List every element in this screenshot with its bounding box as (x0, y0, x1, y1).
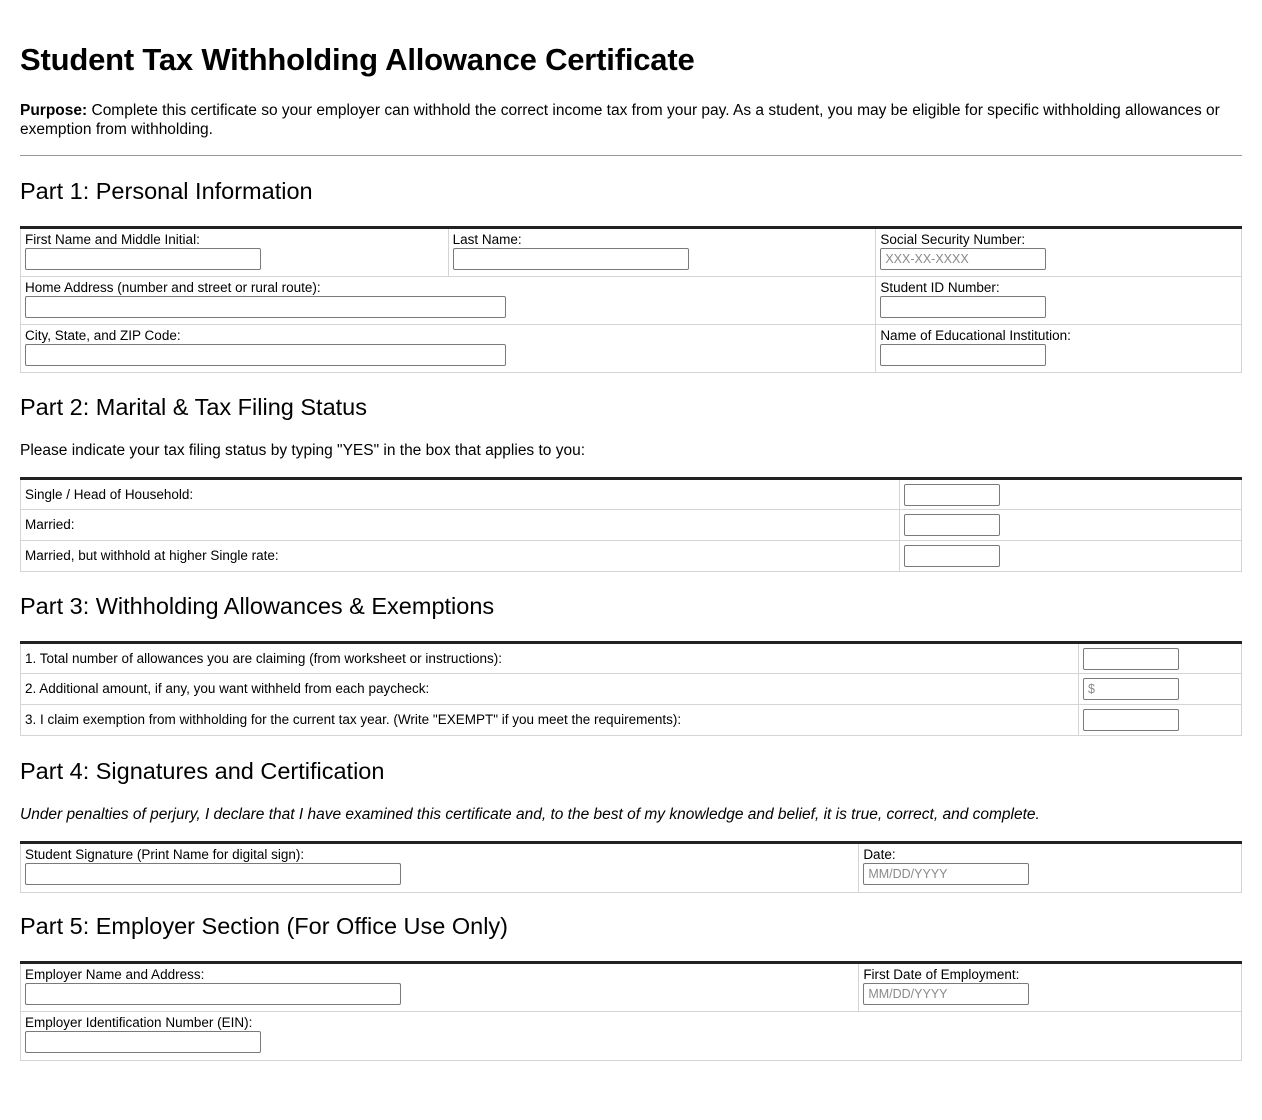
first-date-input[interactable] (863, 983, 1029, 1005)
institution-label: Name of Educational Institution: (880, 328, 1071, 343)
part2-heading: Part 2: Marital & Tax Filing Status (20, 394, 367, 420)
address-cell (21, 277, 876, 325)
signature-input[interactable] (25, 863, 401, 885)
additional-amount-input[interactable] (1083, 678, 1179, 700)
first-name-cell (21, 228, 449, 277)
ein-input[interactable] (25, 1031, 261, 1053)
part4-heading: Part 4: Signatures and Certification (20, 758, 385, 784)
allowance-value-cell (1079, 705, 1242, 736)
first-name-input[interactable] (25, 248, 261, 270)
date-input[interactable] (863, 863, 1029, 885)
employer-name-input[interactable] (25, 983, 401, 1005)
address-label: Home Address (number and street or rural route): (25, 280, 321, 295)
first-date-label: First Date of Employment: (863, 967, 1020, 982)
filing-status-instruction: Please indicate your tax filing status by typing "YES" in the box that applies to you: (20, 442, 586, 459)
filing-status-value-cell (900, 510, 1242, 541)
allowance-value-cell (1079, 674, 1242, 705)
employer-name-label: Employer Name and Address: (25, 967, 205, 982)
filing-status-value-cell (900, 541, 1242, 572)
allowance-value-cell (1079, 643, 1242, 674)
allowance-row (21, 643, 1242, 674)
ssn-input[interactable] (880, 248, 1046, 270)
married-single-rate-input[interactable] (904, 545, 1000, 567)
ein-cell (21, 1012, 1242, 1061)
last-name-cell (448, 228, 876, 277)
ssn-label: Social Security Number: (880, 232, 1026, 247)
allowances-count-input[interactable] (1083, 648, 1179, 670)
perjury-declaration: Under penalties of perjury, I declare that I have examined this certificate and, to the best of my knowledge and belief, it is true, correct, and complete. (20, 806, 1040, 823)
filing-status-label: Married: (21, 510, 900, 541)
signature-label: Student Signature (Print Name for digital sign): (25, 847, 305, 862)
page-title: Student Tax Withholding Allowance Certificate (20, 42, 695, 77)
city-cell (21, 325, 876, 373)
allowance-row (21, 705, 1242, 736)
signature-table (20, 841, 1242, 893)
first-name-label: First Name and Middle Initial: (25, 232, 200, 247)
filing-status-table (20, 477, 1242, 572)
purpose-label: Purpose: (20, 102, 88, 119)
filing-status-label: Married, but withhold at higher Single rate: (21, 541, 900, 572)
allowance-label: 2. Additional amount, if any, you want withheld from each paycheck: (21, 674, 1079, 705)
divider (20, 155, 1242, 156)
student-id-cell (876, 277, 1242, 325)
city-input[interactable] (25, 344, 506, 366)
part5-heading: Part 5: Employer Section (For Office Use Only) (20, 913, 509, 939)
last-name-label: Last Name: (452, 232, 522, 247)
student-id-input[interactable] (880, 296, 1046, 318)
employer-name-cell (21, 963, 859, 1012)
institution-cell (876, 325, 1242, 373)
filing-status-row (21, 479, 1242, 510)
filing-status-value-cell (900, 479, 1242, 510)
exemption-input[interactable] (1083, 709, 1179, 731)
single-status-input[interactable] (904, 484, 1000, 506)
filing-status-label: Single / Head of Household: (21, 479, 900, 510)
part1-heading: Part 1: Personal Information (20, 178, 313, 204)
address-input[interactable] (25, 296, 506, 318)
ein-label: Employer Identification Number (EIN): (25, 1015, 253, 1030)
student-id-label: Student ID Number: (880, 280, 1000, 295)
date-cell (859, 843, 1242, 893)
first-date-cell (859, 963, 1242, 1012)
allowance-row (21, 674, 1242, 705)
allowances-table (20, 641, 1242, 736)
personal-info-table (20, 226, 1242, 373)
city-label: City, State, and ZIP Code: (25, 328, 181, 343)
institution-input[interactable] (880, 344, 1046, 366)
purpose-text: Complete this certificate so your employer can withhold the correct income tax from your pay. As a student, you may be eligible for specific withholding allowances or exemption from withholding. (20, 102, 1220, 138)
part3-heading: Part 3: Withholding Allowances & Exemptions (20, 593, 495, 619)
date-label: Date: (863, 847, 896, 862)
signature-cell (21, 843, 859, 893)
married-status-input[interactable] (904, 514, 1000, 536)
filing-status-row (21, 541, 1242, 572)
last-name-input[interactable] (453, 248, 689, 270)
filing-status-row (21, 510, 1242, 541)
allowance-label: 3. I claim exemption from withholding for the current tax year. (Write "EXEMPT" if you meet the requirements): (21, 705, 1079, 736)
employer-table (20, 961, 1242, 1061)
allowance-label: 1. Total number of allowances you are claiming (from worksheet or instructions): (21, 643, 1079, 674)
purpose-paragraph (20, 101, 1242, 139)
ssn-cell (876, 228, 1242, 277)
